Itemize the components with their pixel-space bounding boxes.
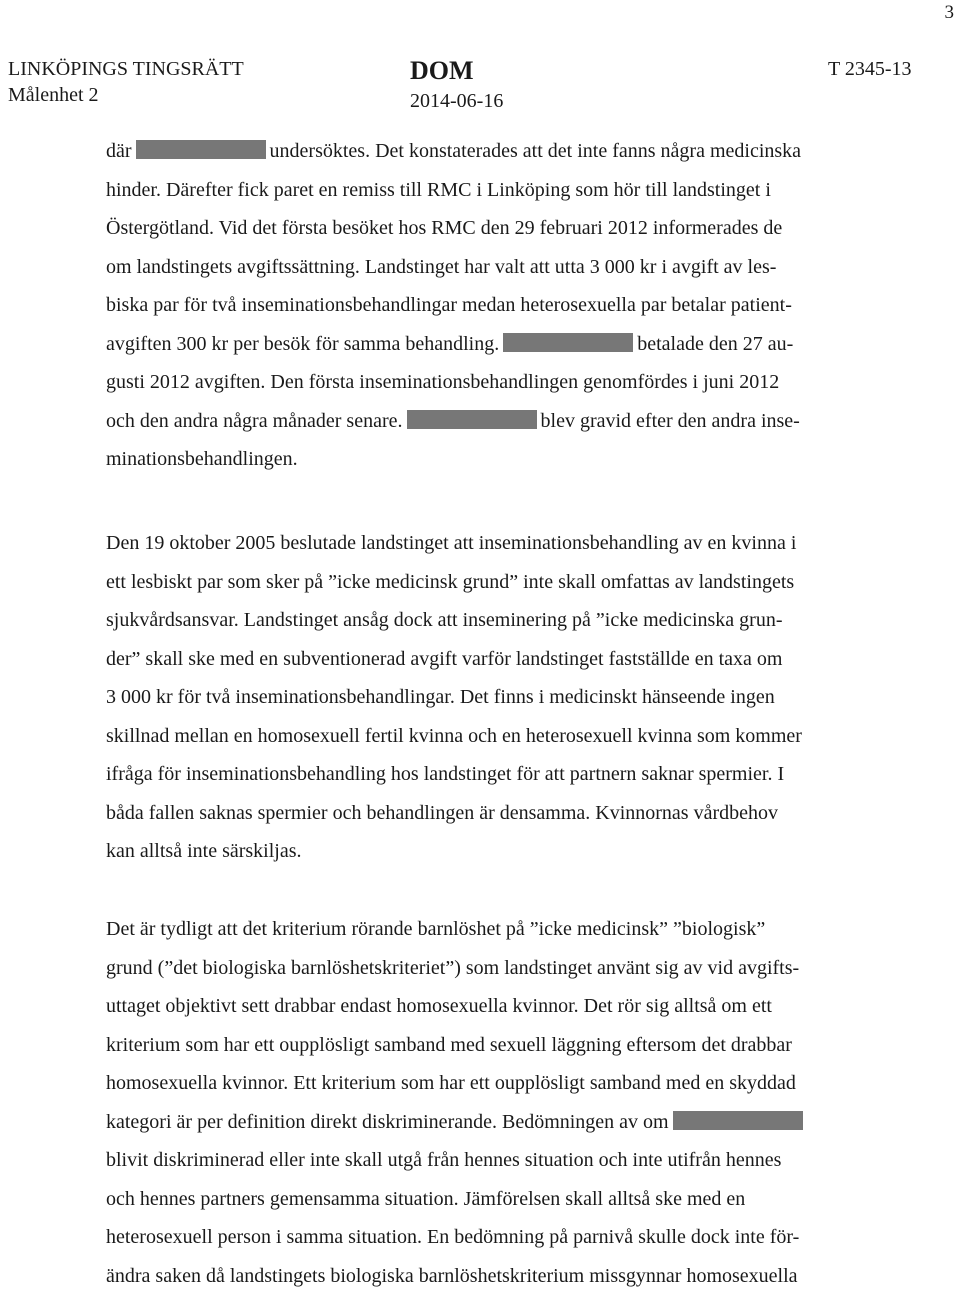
redaction-block (503, 333, 633, 352)
text-line: och hennes partners gemensamma situation. Jämförelsen skall alltså ske med en (106, 1187, 746, 1210)
text-line: homosexuella kvinnor. Ett kriterium som har ett oupplösligt samband med en skyddad (106, 1072, 796, 1094)
court-name: LINKÖPINGS TINGSRÄTT (8, 58, 244, 80)
text-segment: avgiften 300 kr per besök för samma behandling. (106, 332, 500, 355)
header-document (410, 56, 503, 114)
text-line: Den 19 oktober 2005 beslutade landstinget att inseminationsbehandling av en kvinna i (106, 532, 797, 554)
text-line: kriterium som har ett oupplösligt samband med sexuell läggning eftersom det drabbar (106, 1033, 792, 1056)
text-line: sjukvårdsansvar. Landstinget ansåg dock att inseminering på ”icke medicinska grun- (106, 609, 783, 631)
page-number: 3 (944, 2, 954, 23)
text-line: biska par för två inseminationsbehandlingar medan heterosexuella par betalar patient- (106, 294, 792, 316)
text-segment: blev gravid efter den andra inse- (540, 409, 800, 432)
text-line: kan alltså inte särskiljas. (106, 840, 302, 862)
document-date: 2014-06-16 (410, 90, 504, 112)
text-line: gusti 2012 avgiften. Den första inseminationsbehandlingen genomfördes i juni 2012 (106, 371, 780, 393)
paragraph-3 (106, 910, 906, 1295)
header-court (8, 56, 244, 108)
text-line: der” skall ske med en subventionerad avgift varför landstinget fastställde en taxa om (106, 647, 783, 670)
header-case-number: T 2345-13 (828, 58, 912, 80)
text-line: Östergötland. Vid det första besöket hos RMC den 29 februari 2012 informerades de (106, 217, 783, 239)
court-unit: Målenhet 2 (8, 84, 99, 106)
text-line (106, 325, 906, 364)
paragraph-2 (106, 524, 906, 871)
text-line: minationsbehandlingen. (106, 448, 298, 470)
text-segment: och den andra några månader senare. (106, 409, 403, 432)
text-segment: där (106, 140, 132, 162)
text-line: heterosexuell person i samma situation. En bedömning på parnivå skulle dock inte för- (106, 1226, 800, 1248)
text-segment: undersöktes. Det konstaterades att det inte fanns några medicinska (269, 140, 802, 162)
text-line: ifråga för inseminationsbehandling hos landstinget för att partnern saknar spermier. I (106, 763, 785, 785)
redaction-block (136, 140, 266, 159)
text-line: uttaget objektivt sett drabbar endast homosexuella kvinnor. Det rör sig alltså om ett (106, 995, 772, 1017)
text-line: blivit diskriminerad eller inte skall utgå från hennes situation och inte utifrån hennes (106, 1149, 782, 1171)
text-line (106, 1103, 906, 1142)
redaction-block (673, 1111, 803, 1130)
document-type: DOM (410, 56, 474, 85)
text-segment: kategori är per definition direkt diskriminerande. Bedömningen av om (106, 1110, 669, 1133)
text-line: båda fallen saknas spermier och behandlingen är densamma. Kvinnornas vårdbehov (106, 801, 778, 824)
text-line: grund (”det biologiska barnlöshetskriteriet”) som landstinget använt sig av vid avgifts- (106, 956, 800, 979)
text-line (106, 402, 906, 441)
paragraph-1 (106, 132, 906, 479)
text-line: hinder. Därefter fick paret en remiss till RMC i Linköping som hör till landstinget i (106, 178, 771, 201)
text-line (106, 132, 906, 171)
text-line: ett lesbiskt par som sker på ”icke medicinsk grund” inte skall omfattas av landstingets (106, 570, 795, 593)
text-line: ändra saken då landstingets biologiska barnlöshetskriterium missgynnar homosexuella (106, 1264, 798, 1287)
text-line: skillnad mellan en homosexuell fertil kvinna och en heterosexuell kvinna som kommer (106, 724, 802, 747)
text-line: Det är tydligt att det kriterium rörande barnlöshet på ”icke medicinsk” ”biologisk” (106, 918, 766, 940)
text-segment: betalade den 27 au- (637, 332, 794, 355)
redaction-block (407, 410, 537, 429)
text-line: om landstingets avgiftssättning. Landstinget har valt att utta 3 000 kr i avgift av les- (106, 255, 777, 278)
text-line: 3 000 kr för två inseminationsbehandlingar. Det finns i medicinskt hänseende ingen (106, 686, 775, 708)
